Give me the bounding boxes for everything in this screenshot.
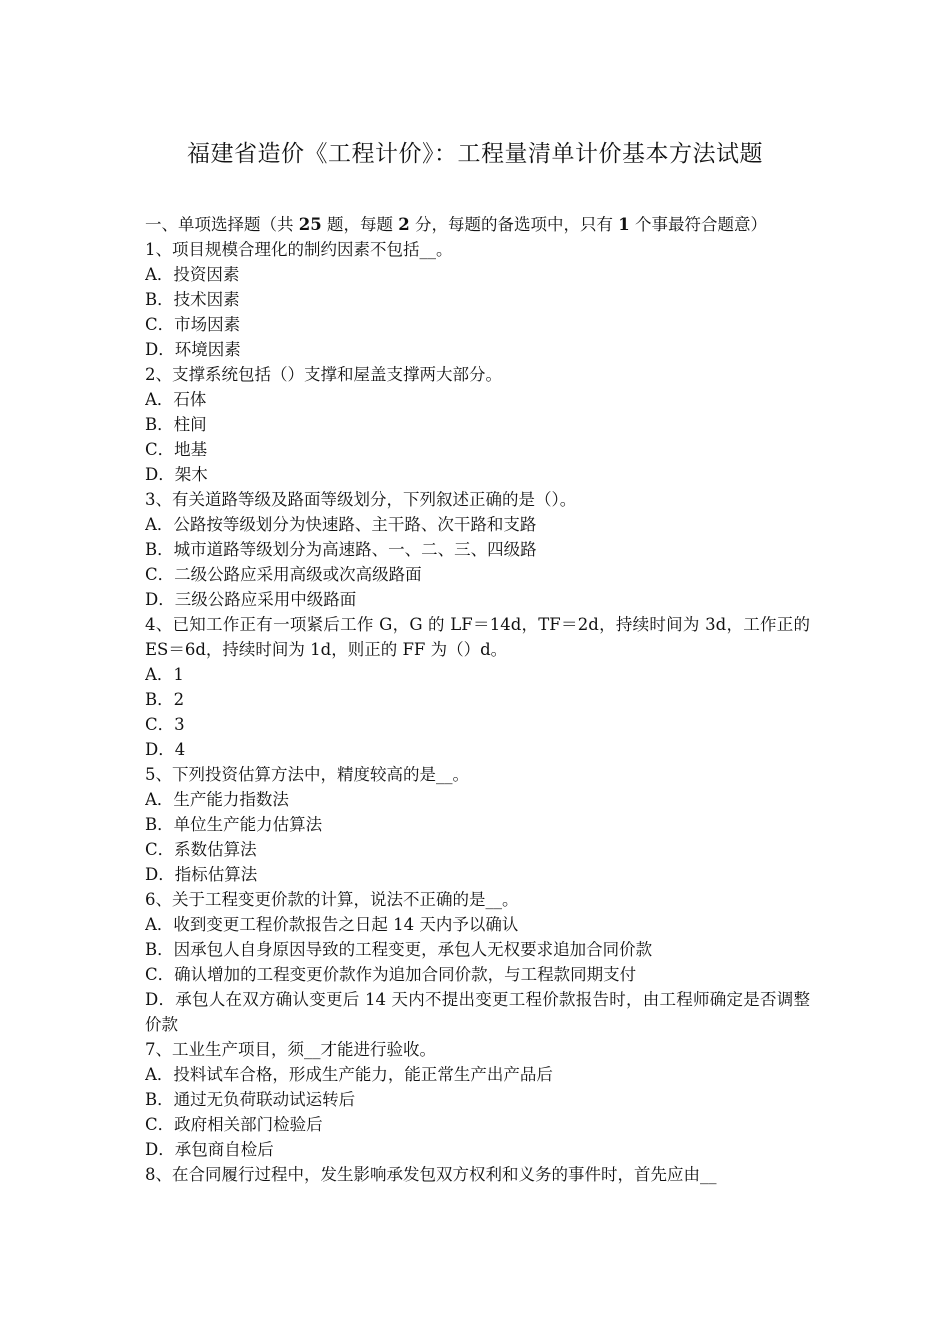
section-heading-text-2: 题，每题	[326, 215, 393, 234]
section-heading-text-4: 个事最符合题意）	[634, 215, 767, 234]
question-option: D．架木	[145, 465, 208, 484]
question-option: D．指标估算法	[145, 865, 258, 884]
question-option: C．二级公路应采用高级或次高级路面	[145, 565, 422, 584]
question-option: C．市场因素	[145, 315, 241, 334]
section-heading-text-3: 分，每题的备选项中，只有	[414, 215, 613, 234]
section-question-count: 25	[298, 215, 322, 234]
question-option: C．政府相关部门检验后	[145, 1115, 323, 1134]
document-title: 福建省造价《工程计价》：工程量清单计价基本方法试题	[187, 141, 763, 167]
question-option: C．地基	[145, 440, 208, 459]
question-option: A．投料试车合格，形成生产能力，能正常生产出产品后	[145, 1065, 553, 1084]
question-option: B．单位生产能力估算法	[145, 815, 323, 834]
question-stem: 7、工业生产项目，须__才能进行验收。	[145, 1040, 436, 1059]
question-stem: 3、有关道路等级及路面等级划分，下列叙述正确的是（）。	[145, 490, 577, 509]
question-option: D．环境因素	[145, 340, 241, 359]
question-option: B．柱间	[145, 415, 207, 434]
question-option: B．2	[145, 690, 185, 709]
question-option: C．系数估算法	[145, 840, 257, 859]
question-option: A．1	[145, 665, 184, 684]
question-option: B．通过无负荷联动试运转后	[145, 1090, 356, 1109]
question-stem: 1、项目规模合理化的制约因素不包括__。	[145, 240, 453, 259]
question-option: D．4	[145, 740, 186, 759]
question-option: D．三级公路应采用中级路面	[145, 590, 357, 609]
question-option: B．城市道路等级划分为高速路、一、二、三、四级路	[145, 540, 537, 559]
question-stem: 8、在合同履行过程中，发生影响承发包双方权利和义务的事件时，首先应由__	[145, 1165, 717, 1184]
section-heading	[145, 212, 810, 237]
question-stem: 4、已知工作正有一项紧后工作 G，G 的 LF＝14d，TF＝2d，持续时间为 3d，工作正的 ES＝6d，持续时间为 1d，则正的 FF 为（）d。	[145, 615, 810, 659]
question-option: A．石体	[145, 390, 207, 409]
question-option: C．3	[145, 715, 185, 734]
question-option: C．确认增加的工程变更价款作为追加合同价款，与工程款同期支付	[145, 965, 637, 984]
question-option: D．承包商自检后	[145, 1140, 274, 1159]
question-option: B．因承包人自身原因导致的工程变更，承包人无权要求追加合同价款	[145, 940, 653, 959]
question-stem: 2、支撑系统包括（）支撑和屋盖支撑两大部分。	[145, 365, 502, 384]
question-option: A．公路按等级划分为快速路、主干路、次干路和支路	[145, 515, 537, 534]
section-question-points: 2	[398, 215, 410, 234]
question-option: A．投资因素	[145, 265, 240, 284]
question-stem: 5、下列投资估算方法中，精度较高的是__。	[145, 765, 469, 784]
question-option: D．承包人在双方确认变更后 14 天内不提出变更工程价款报告时，由工程师确定是否调整价款	[145, 990, 810, 1034]
section-correct-count: 1	[618, 215, 630, 234]
question-option: A．收到变更工程价款报告之日起 14 天内予以确认	[145, 915, 519, 934]
question-option: A．生产能力指数法	[145, 790, 289, 809]
question-option: B．技术因素	[145, 290, 240, 309]
question-stem: 6、关于工程变更价款的计算，说法不正确的是__。	[145, 890, 519, 909]
section-heading-text-1: 一、单项选择题（共	[145, 215, 294, 234]
document-body	[145, 212, 810, 1187]
